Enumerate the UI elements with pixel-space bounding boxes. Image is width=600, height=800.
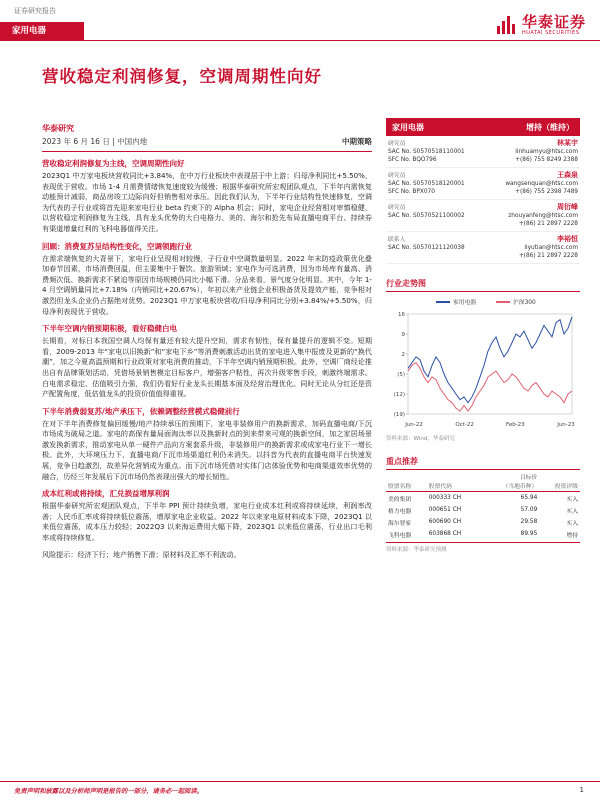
- rating-label: 增持（维持）: [526, 122, 574, 132]
- trend-chart-svg: [386, 292, 580, 432]
- pick-name: 美的集团: [388, 496, 412, 503]
- section-heading: 成本红利或将持续，汇兑损益增厚利润: [42, 489, 170, 499]
- picks-header-price: [481, 470, 539, 492]
- section-1: [42, 158, 372, 235]
- x-tick-label: Oct-22: [455, 422, 474, 428]
- y-tick-label: (19): [393, 412, 405, 418]
- section-body: 2023Q1 中万家电板块营收同比+3.84%，在中万行业板块中表现居于中上游；归母净利同比+5.50%，表现优于营收。市场 1-4 月需费情绪恢复速度较为缓慢；根据华泰研究所宏观团队观点，下半年内需恢复动能预计减弱，商品房竣工边际向好但销售相对承压。因此我们认为，下半年行业结构性快速修复，空调为代表的子行业或将首先迎来家电行业 beta 约束下的 Alpha 机会；同时，家电企业经营相对审慎稳健，以营收稳定利润修复为主线，具有龙头优势的大白电格力、美的、海尔和抢先布局直播电商平台、持续券有渠道增量红利的飞科电器值得关注。: [42, 171, 372, 233]
- analyst-name: 林某宇: [557, 139, 578, 147]
- author-line: 华泰研究: [42, 124, 74, 133]
- pick-rating: 买入: [566, 520, 578, 527]
- picks-row: [386, 516, 580, 528]
- section-heading: 回顾：消费复苏呈结构性变化，空调领跑行业: [42, 241, 192, 251]
- analyst-sac: SAC No. S0570121120038: [388, 245, 465, 251]
- section-2: [42, 241, 372, 318]
- section-5: [42, 488, 372, 543]
- pick-rating: 买入: [566, 496, 578, 503]
- x-tick-label: Feb-23: [505, 422, 525, 428]
- analyst-name: 王森泉: [557, 171, 578, 179]
- pick-rating: 买入: [566, 508, 578, 515]
- analyst-email: wangsenquan@htsc.com: [505, 181, 578, 187]
- legend-label-1: 沪深300: [513, 300, 536, 306]
- pick-code: 000333 CH: [428, 495, 462, 501]
- y-tick-label: 2: [401, 352, 405, 358]
- analyst-sac: SAC No. S0570518110001: [388, 149, 465, 155]
- picks-header-price-unit: （当地币种）: [502, 483, 538, 490]
- pick-code: 000651 CH: [428, 507, 462, 513]
- section-heading: 下半年空调内销预期积极，看好稳健白电: [42, 324, 177, 334]
- pick-code: 603868 CH: [428, 531, 462, 537]
- analyst-email: liyutian@htsc.com: [524, 245, 578, 251]
- section-heading: 营收稳定利润修复为主线，空调周期性向好: [42, 159, 185, 168]
- x-tick-label: Jun-22: [405, 422, 423, 428]
- analyst-email: linhuamyu@htsc.com: [515, 149, 578, 155]
- pick-target-price: 29.58: [520, 519, 538, 525]
- risk-warning: 风险提示：经济下行；地产销售下滑；原材料及汇率不利波动。: [42, 549, 241, 559]
- analyst-phone: +(86) 755 8249 2388: [515, 157, 578, 163]
- header-divider: [0, 40, 600, 41]
- series-line-1: [408, 363, 572, 412]
- analyst-sac: SAC No. S0570521100002: [388, 213, 465, 219]
- y-tick-label: (5): [397, 372, 405, 378]
- picks-row: [386, 504, 580, 516]
- y-tick-label: 16: [398, 312, 405, 318]
- footer-disclaimer: 免责声明和披露以及分析师声明是报告的一部分，请务必一起阅读。: [14, 788, 203, 795]
- section-body: 在需求端恢复的大背景下，家电行业呈现相对较慢，子行业中空调数量明显。2022 年末防疫政策优化叠加春节因素，市场消费回温，但主要集中于餐饮、旅游领域；家电作为可选消费，因为市场库有量高、消费频次低、换新需求不紧迫等原因市场规模仍同比小幅下滑。分品来看，景气度分化明显。其中，今年 1-4 月空调销量同比+7.18%（内销同比+20.67%），年初以来产业链企业积极备货及提效产能，竞争相对激烈但龙头企业仍占据绝对优势。2023Q1 中万家电板块营收/归母净利同比分别+3.84%/+5.50%，归母净利表现优于营收。: [42, 253, 372, 316]
- company-logo: [496, 14, 586, 36]
- picks-table: [386, 470, 580, 540]
- analyst-role: 研究员: [388, 173, 406, 179]
- analyst-role: 研究员: [388, 141, 406, 147]
- analyst-phone: +(86) 21 2897 2228: [518, 221, 578, 227]
- analyst-phone: +(86) 21 2897 2228: [518, 253, 578, 259]
- analyst-email: zhouyanfeng@htsc.com: [508, 213, 578, 219]
- analyst-name: 周衍峰: [557, 203, 578, 211]
- report-type: 中期策略: [342, 137, 372, 146]
- analyst-name: 李裕恒: [557, 235, 578, 243]
- analyst-entry: [386, 136, 580, 168]
- picks-header-rating: 投资评级: [539, 470, 580, 492]
- pick-name: 飞科电器: [388, 532, 412, 539]
- section-body: 根据华泰研究所宏观团队观点，下半年 PPI 预计持续负增，家电行业成本红利或将持续延续，利润率改善；人民币汇率或将持续低位震荡，增厚家电企业收益。2022 年以来家电原材料成本下降，2023Q1 以来低位震荡，成本压力较轻；2022Q3 以来海运费用大幅下降，2023Q1 以来低位震荡，行业出口毛利率或将持续修复。: [42, 501, 372, 543]
- section-body: 在对下半年消费修复偏回缓慢/地产持续承压的预期下，家电非装修用户的换新需求，加码直播电商/下沉市场成为破局之道。家电的高保有量局面淘汰率以及换新时点的到来带来可观的换新空间，加之家居场景激发换新需求，推动家电从单一硬件产品向方案套系升级，非装修用户的换新需求或成家电行业下一增长极。此外，大环境压力下，直播电商/下沉市场渠道红利仍未消失。以抖音为代表的直播电商平台快速发展，竞争日趋激烈，故差异化营销成为重点。而下沉市场凭借对实体门店体验优势和电商渠道效率优势的融合，历经三年发展后下沉市场仍然表现出强大的增长韧性。: [42, 418, 372, 481]
- trend-chart-title: 行业走势图: [386, 278, 580, 292]
- date-row: 2023 年 6 月 16 日 | 中国内地 中期策略: [42, 136, 372, 152]
- section-4: [42, 406, 372, 483]
- logo-name-cn: 华泰证券: [521, 13, 586, 31]
- series-line-0: [408, 317, 572, 403]
- analyst-sac: SAC No. S0570518120001: [388, 181, 465, 187]
- report-region: 中国内地: [117, 137, 148, 146]
- y-tick-label: (12): [393, 392, 405, 398]
- section-body: 长期看，对标日本我国空调人均保有量还有较大提升空间，需求有韧性，保有量提升的逻辑不变。短期看，2009-2013 年“家电以旧换新”和“家电下乡”等消费刺激活动出货的家电进入集中报废及更新的“换代潮”，加之今夏高温预期和行业政策对家电消费的推动，下半年空调内销预期积极。此外，空调厂商经论推出自有品牌策划活动，凭借场景销售模定目标客户，增强客户粘性，再次升级零售手段，刺激终端需求。白电需求稳定、估值吸引力强，我们仍看好行业龙头长期基本面及经营治理优化。同时无论从分红还是资产配置角度，低估值龙头的投资价值值得重视。: [42, 336, 372, 399]
- analyst-list: [386, 136, 580, 264]
- pick-target-price: 57.09: [520, 507, 538, 513]
- picks-title: 重点推荐: [386, 456, 580, 470]
- picks-source: 资料来源：华泰研究预测: [386, 542, 580, 553]
- report-type-label: 证券研究报告: [14, 7, 56, 15]
- picks-header-price-top: 目标价: [519, 474, 538, 481]
- pick-name: 海尔智家: [388, 520, 412, 527]
- analyst-entry: [386, 168, 580, 200]
- sector-tag: 家用电器: [0, 22, 84, 40]
- rating-bar: [386, 118, 580, 136]
- footer-divider: [0, 781, 600, 782]
- picks-row: [386, 492, 580, 505]
- report-date: 2023 年 6 月 16 日: [42, 137, 110, 146]
- picks-row: [386, 528, 580, 540]
- sidebar: [386, 118, 580, 553]
- analyst-entry: [386, 232, 580, 264]
- section-3: [42, 323, 372, 400]
- logo-name-en: HUATAI SECURITIES: [521, 30, 580, 36]
- section-heading: 下半年消费弱复苏/地产承压下，依赖调整经营模式稳健前行: [42, 406, 240, 416]
- report-title: 营收稳定利润修复，空调周期性向好: [42, 67, 322, 86]
- page-number: 1: [579, 786, 584, 794]
- analyst-phone: +(86) 755 2398 7489: [515, 189, 578, 195]
- analyst-sfc: SFC No. BQO796: [388, 157, 437, 163]
- picks-header-name: 股票名称: [386, 470, 427, 492]
- sidebar-sector: 家用电器: [392, 122, 424, 132]
- picks-header-code: 股票代码: [427, 470, 481, 492]
- logo-bars-icon: [496, 14, 518, 36]
- legend-label-0: 家用电器: [453, 300, 477, 306]
- analyst-role: 联系人: [388, 237, 406, 243]
- pick-code: 600690 CH: [428, 519, 462, 525]
- pick-name: 格力电器: [388, 508, 412, 515]
- chart-source: 资料来源：Wind，华泰研究: [386, 436, 455, 442]
- analyst-sfc: SFC No. BPX070: [388, 189, 435, 195]
- pick-rating: 增持: [566, 532, 578, 539]
- y-tick-label: 9: [401, 332, 405, 338]
- main-body: [42, 158, 372, 566]
- x-tick-label: Jun-23: [557, 422, 575, 428]
- pick-target-price: 89.95: [520, 531, 538, 537]
- analyst-role: 研究员: [388, 205, 406, 211]
- pick-target-price: 65.94: [520, 495, 538, 501]
- trend-chart: [386, 292, 580, 432]
- analyst-entry: [386, 200, 580, 232]
